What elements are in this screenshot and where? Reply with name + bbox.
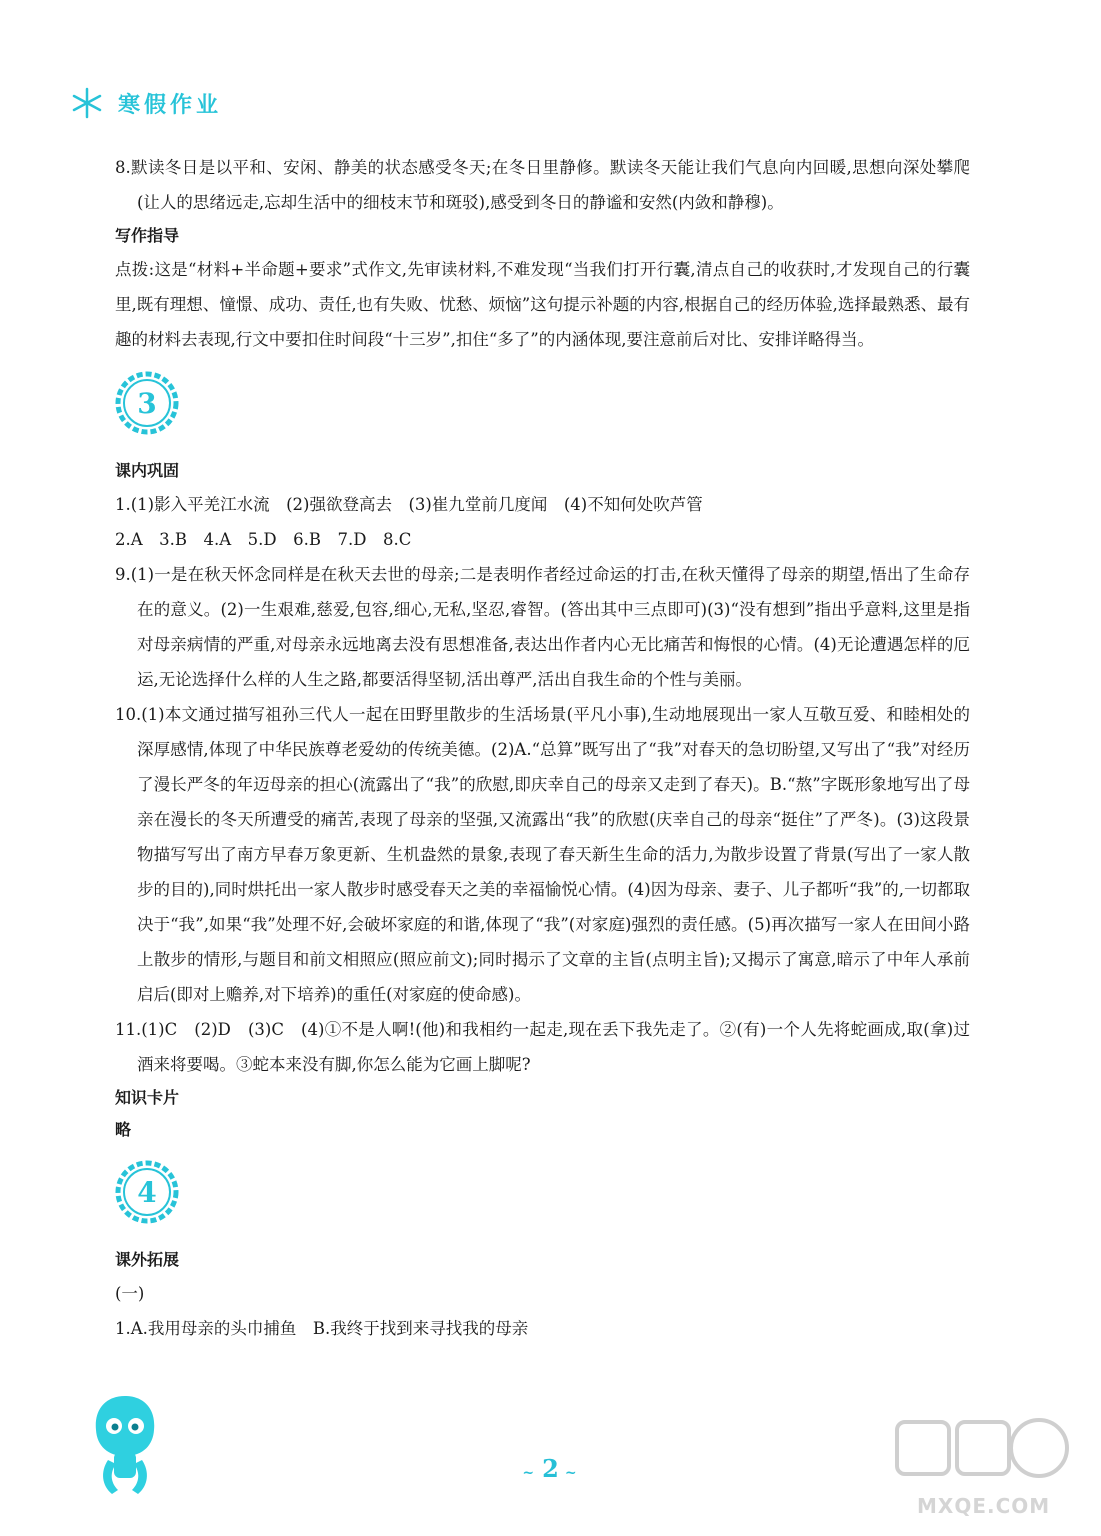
page-number-deco-right: ~ (564, 1465, 579, 1481)
answer-q2-q8: 2.A 3.B 4.A 5.D 6.B 7.D 8.C (115, 530, 412, 549)
section-heading-extension: 课外拓展 (115, 1250, 180, 1269)
section-heading-inclass: 课内巩固 (115, 461, 180, 480)
section-heading-writing: 写作指导 (115, 226, 180, 245)
watermark-logo (889, 1412, 1079, 1522)
answer-q10: 10.(1)本文通过描写祖孙三代人一起在田野里散步的生活场景(平凡小事),生动地展现出一家人互敬互爱、和睦相处的深厚感情,体现了中华民族尊老爱幼的传统美德。(2)A.“总算”既写出了“我”对春天的急切盼望,又写出了“我”对经历了漫长严冬的年迈母亲的担心(流露出了“我”的欣慰,即庆幸自己的母亲又走到了春天)。B.“熬”字既形象地写出了母亲在漫长的冬天所遭受的痛苦,表现了母亲的坚强,又流露出“我”的欣慰(庆幸自己的母亲“挺住”了严冬)。(3)这段景物描写写出了南方早春万象更新、生机盎然的景象,表现了春天新生生命的活力,为散步设置了背景(写出了一家人散步的目的),同时烘托出一家人散步时感受春天之美的幸福愉悦心情。(4)因为母亲、妻子、儿子都听“我”的,一切都取决于“我”,如果“我”处理不好,会破坏家庭的和谐,体现了“我”(对家庭)强烈的责任感。(5)再次描写一家人在田间小路上散步的情形,与题目和前文相照应(照应前文);同时揭示了文章的主旨(点明主旨);又揭示了寓意,暗示了中年人承前启后(即对上赡养,对下培养)的重任(对家庭的使命感)。 (115, 705, 970, 1004)
badge-number: 4 (137, 1176, 157, 1209)
page-number-deco-left: ~ (522, 1465, 537, 1481)
page-title: 寒假作业 (118, 92, 223, 118)
knowledge-card-text: 略 (115, 1120, 132, 1139)
page-header (70, 86, 222, 120)
answer-q9: 9.(1)一是在秋天怀念同样是在秋天去世的母亲;二是表明作者经过命运的打击,在秋天懂得了母亲的期望,悟出了生命存在的意义。(2)一生艰难,慈爱,包容,细心,无私,坚忍,睿智。(答出其中三点即可)(3)“没有想到”指出乎意料,这里是指对母亲病情的严重,对母亲永远地离去没有思想准备,表达出作者内心无比痛苦和悔恨的心情。(4)无论遭遇怎样的厄运,无论选择什么样的人生之路,都要活得坚韧,活出尊严,活出自我生命的个性与美丽。 (115, 565, 970, 689)
part-label: (一) (115, 1284, 145, 1303)
answer-q1: 1.(1)影入平羌江水流 (2)强欲登高去 (3)崔九堂前几度闻 (4)不知何处吹芦管 (115, 495, 703, 514)
watermark-text: MXQE.COM (917, 1494, 1051, 1518)
writing-guide-text: 点拨:这是“材料+半命题+要求”式作文,先审读材料,不难发现“当我们打开行囊,清点自己的收获时,才发现自己的行囊里,既有理想、憧憬、成功、责任,也有失败、忧愁、烦恼”这句提示补题的内容,根据自己的经历体验,选择最熟悉、最有趣的材料去表现,行文中要扣住时间段“十三岁”,扣住“多了”的内涵体现,要注意前后对比、安排详略得当。 (115, 260, 970, 349)
section-number-badge-4 (115, 1160, 179, 1224)
badge-number: 3 (137, 387, 157, 420)
answer-q8: 8.默读冬日是以平和、安闲、静美的状态感受冬天;在冬日里静修。默读冬天能让我们气息向内回暖,思想向深处攀爬(让人的思绪远走,忘却生活中的细枝末节和斑驳),感受到冬日的静谧和安然(内敛和静穆)。 (115, 158, 970, 212)
answer-ext-q1: 1.A.我用母亲的头巾捕鱼 B.我终于找到来寻找我的母亲 (115, 1319, 529, 1338)
answer-content (115, 150, 970, 1346)
mascot-icon (90, 1390, 160, 1500)
answer-q11: 11.(1)C (2)D (3)C (4)①不是人啊!(他)和我相约一起走,现在丢下我先走了。②(有)一个人先将蛇画成,取(拿)过酒来将要喝。③蛇本来没有脚,你怎么能为它画上脚呢? (115, 1020, 970, 1074)
snowflake-icon (70, 86, 104, 120)
section-number-badge-3 (115, 371, 179, 435)
section-heading-knowledge-card: 知识卡片 (115, 1088, 180, 1107)
page-number-text: 2 (542, 1454, 559, 1483)
watermark-emblem-icon (889, 1412, 1079, 1492)
